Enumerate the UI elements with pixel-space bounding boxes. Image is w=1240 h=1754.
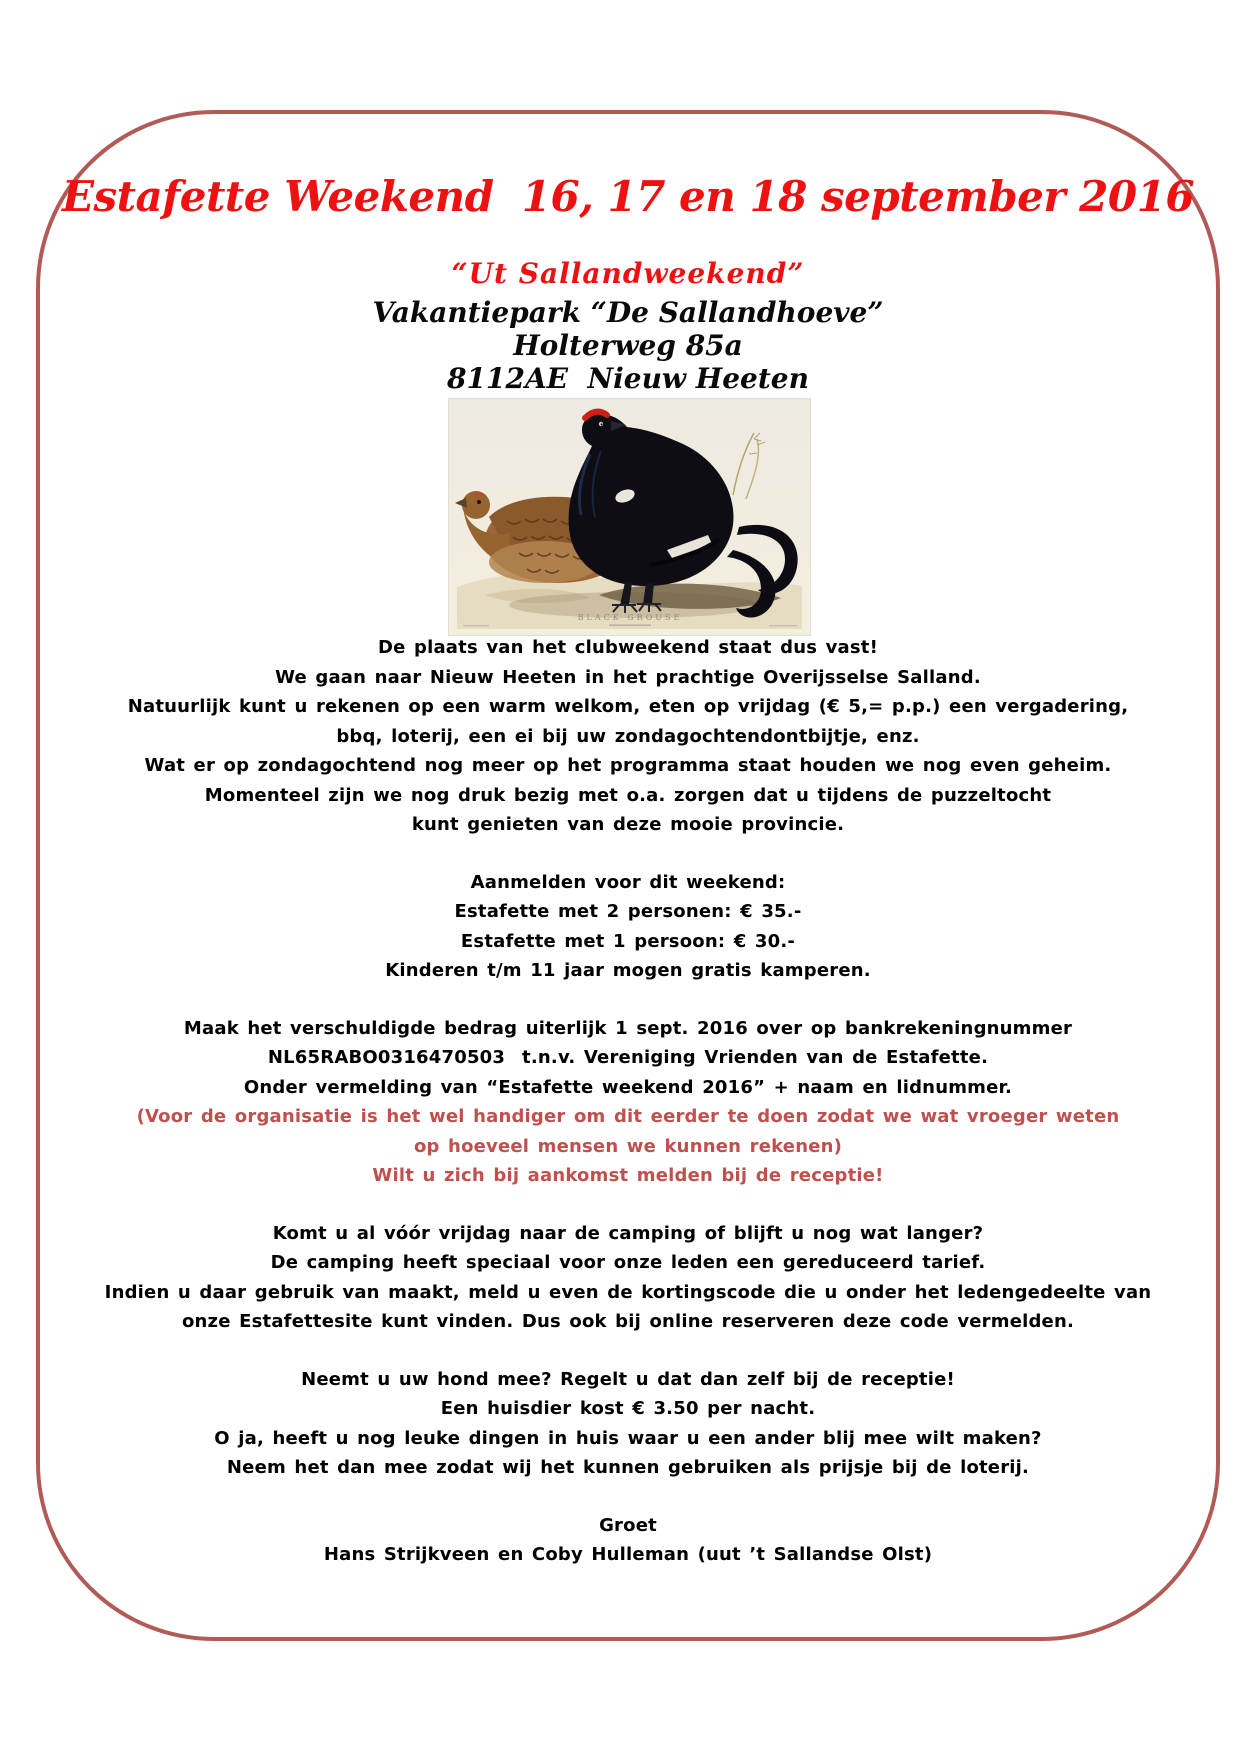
body-line: NL65RABO0316470503 t.n.v. Vereniging Vrienden van de Estafette. [267, 1047, 989, 1068]
body-line: O ja, heeft u nog leuke dingen in huis waar u een ander blij mee wilt maken? [214, 1427, 1042, 1449]
address-line: Holterweg 85a [513, 329, 743, 362]
paragraph-block [36, 1014, 1220, 1191]
body-line: kunt genieten van deze mooie provincie. [411, 814, 845, 835]
body-line: op hoeveel mensen we kunnen rekenen) [413, 1135, 843, 1157]
plate-caption-text: BLACK GROUSE [577, 613, 683, 622]
flyer-content [36, 0, 1220, 1754]
paragraph-block [36, 1219, 1220, 1337]
body-line: Onder vermelding van “Estafette weekend 2016” + naam en lidnummer. [243, 1076, 1013, 1098]
body-line: Maak het verschuldigde bedrag uiterlijk 1 sept. 2016 over op bankrekeningnummer [183, 1017, 1073, 1039]
body-line: Wilt u zich bij aankomst melden bij de receptie! [372, 1165, 884, 1186]
body-line: bbq, loterij, een ei bij uw zondagochtendontbijtje, enz. [336, 725, 920, 747]
black-grouse-illustration [449, 399, 810, 635]
paragraph-block [36, 868, 1220, 986]
body-line: Hans Strijkveen en Coby Hulleman (uut ’t Sallandse Olst) [323, 1544, 933, 1565]
body-line: Neem het dan mee zodat wij het kunnen gebruiken als prijsje bij de loterij. [226, 1457, 1030, 1478]
body-line: Groet [599, 1514, 657, 1536]
body-line: Een huisdier kost € 3.50 per nacht. [440, 1398, 816, 1419]
body-line: (Voor de organisatie is het wel handiger om dit eerder te doen zodat we wat vroeger weten [136, 1106, 1120, 1127]
body-text [36, 633, 1220, 1598]
body-line: Indien u daar gebruik van maakt, meld u even de kortingscode die u onder het ledengedeelte van [104, 1281, 1152, 1303]
body-line: Aanmelden voor dit weekend: [470, 871, 786, 893]
body-line: Komt u al vóór vrijdag naar de camping of blijft u nog wat langer? [272, 1222, 984, 1244]
body-line: onze Estafettesite kunt vinden. Dus ook bij online reserveren deze code vermelden. [181, 1311, 1075, 1332]
paragraph-block [36, 1365, 1220, 1483]
body-line: De plaats van het clubweekend staat dus vast! [377, 637, 879, 658]
body-line: Estafette met 2 personen: € 35.- [454, 901, 802, 922]
address-block [36, 296, 1220, 395]
body-line: Wat er op zondagochtend nog meer op het programma staat houden we nog even geheim. [144, 755, 1112, 776]
page-title: Estafette Weekend 16, 17 en 18 september 2016 [61, 172, 1195, 221]
address-line: Vakantiepark “De Sallandhoeve” [372, 296, 884, 329]
body-line: Natuurlijk kunt u rekenen op een warm welkom, eten op vrijdag (€ 5,= p.p.) een vergadering, [127, 696, 1129, 717]
subtitle: “Ut Sallandweekend” [451, 257, 805, 290]
address-line: 8112AE Nieuw Heeten [447, 362, 809, 395]
body-line: Estafette met 1 persoon: € 30.- [460, 930, 796, 952]
paragraph-block [36, 633, 1220, 840]
body-line: Neemt u uw hond mee? Regelt u dat dan zelf bij de receptie! [301, 1368, 955, 1390]
body-line: Momenteel zijn we nog druk bezig met o.a. zorgen dat u tijdens de puzzeltocht [204, 784, 1052, 806]
body-line: De camping heeft speciaal voor onze leden een gereduceerd tarief. [270, 1252, 986, 1273]
body-line: We gaan naar Nieuw Heeten in het prachtige Overijsselse Salland. [275, 666, 981, 688]
body-line: Kinderen t/m 11 jaar mogen gratis kamperen. [385, 960, 871, 981]
paragraph-block [36, 1511, 1220, 1570]
